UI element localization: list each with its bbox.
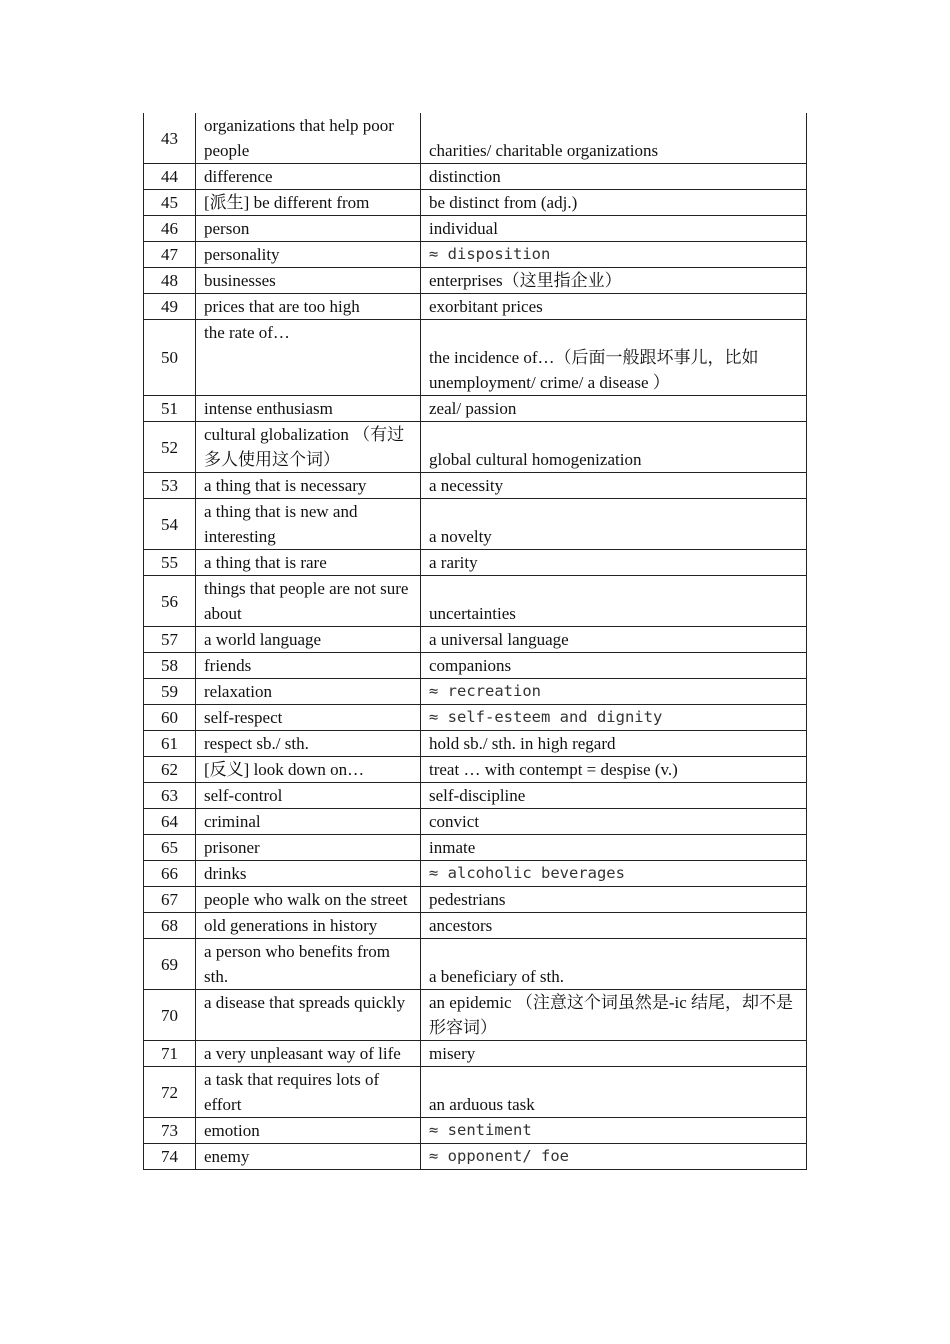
plain-expression: personality [196, 242, 421, 268]
plain-expression: people who walk on the street [196, 887, 421, 913]
advanced-expression: self-discipline [421, 783, 807, 809]
row-number: 56 [144, 576, 196, 627]
row-number: 66 [144, 861, 196, 887]
advanced-expression: a universal language [421, 627, 807, 653]
table-row [144, 939, 807, 990]
table-row [144, 627, 807, 653]
plain-expression: the rate of… [196, 320, 421, 396]
row-number: 62 [144, 757, 196, 783]
table-row [144, 268, 807, 294]
row-number: 53 [144, 473, 196, 499]
row-number: 59 [144, 679, 196, 705]
plain-expression: criminal [196, 809, 421, 835]
plain-expression: self-control [196, 783, 421, 809]
row-number: 52 [144, 422, 196, 473]
row-number: 43 [144, 113, 196, 164]
plain-expression: organizations that help poor people [196, 113, 421, 164]
plain-expression: enemy [196, 1144, 421, 1170]
plain-expression: friends [196, 653, 421, 679]
row-number: 47 [144, 242, 196, 268]
plain-expression: person [196, 216, 421, 242]
plain-expression: a thing that is rare [196, 550, 421, 576]
row-number: 48 [144, 268, 196, 294]
table-row [144, 705, 807, 731]
table-row [144, 1067, 807, 1118]
row-number: 67 [144, 887, 196, 913]
row-number: 57 [144, 627, 196, 653]
plain-expression: drinks [196, 861, 421, 887]
plain-expression: a world language [196, 627, 421, 653]
table-row [144, 576, 807, 627]
table-row [144, 396, 807, 422]
plain-expression: a thing that is new and interesting [196, 499, 421, 550]
table-row [144, 190, 807, 216]
advanced-expression: ancestors [421, 913, 807, 939]
vocabulary-table-body [144, 113, 807, 1170]
advanced-expression: a necessity [421, 473, 807, 499]
advanced-expression: inmate [421, 835, 807, 861]
table-row [144, 835, 807, 861]
row-number: 46 [144, 216, 196, 242]
row-number: 49 [144, 294, 196, 320]
advanced-expression: an epidemic （注意这个词虽然是-ic 结尾，却不是形容词） [421, 990, 807, 1041]
plain-expression: intense enthusiasm [196, 396, 421, 422]
advanced-expression: a beneficiary of sth. [421, 939, 807, 990]
table-row [144, 1041, 807, 1067]
plain-expression: self-respect [196, 705, 421, 731]
plain-expression: things that people are not sure about [196, 576, 421, 627]
row-number: 50 [144, 320, 196, 396]
table-row [144, 783, 807, 809]
plain-expression: old generations in history [196, 913, 421, 939]
row-number: 55 [144, 550, 196, 576]
plain-expression: cultural globalization （有过多人使用这个词） [196, 422, 421, 473]
plain-expression: prices that are too high [196, 294, 421, 320]
plain-expression: a person who benefits from sth. [196, 939, 421, 990]
plain-expression: [反义] look down on… [196, 757, 421, 783]
advanced-expression: charities/ charitable organizations [421, 113, 807, 164]
table-row [144, 913, 807, 939]
table-row [144, 242, 807, 268]
advanced-expression: ≈ alcoholic beverages [421, 861, 807, 887]
plain-expression: relaxation [196, 679, 421, 705]
row-number: 44 [144, 164, 196, 190]
row-number: 63 [144, 783, 196, 809]
row-number: 64 [144, 809, 196, 835]
advanced-expression: ≈ recreation [421, 679, 807, 705]
table-row [144, 422, 807, 473]
plain-expression: difference [196, 164, 421, 190]
table-row [144, 809, 807, 835]
advanced-expression: ≈ disposition [421, 242, 807, 268]
table-row [144, 113, 807, 164]
row-number: 74 [144, 1144, 196, 1170]
advanced-expression: a rarity [421, 550, 807, 576]
advanced-expression: an arduous task [421, 1067, 807, 1118]
advanced-expression: treat … with contempt = despise (v.) [421, 757, 807, 783]
plain-expression: respect sb./ sth. [196, 731, 421, 757]
vocabulary-table [143, 113, 807, 1170]
table-row [144, 550, 807, 576]
table-row [144, 731, 807, 757]
plain-expression: a disease that spreads quickly [196, 990, 421, 1041]
row-number: 54 [144, 499, 196, 550]
advanced-expression: pedestrians [421, 887, 807, 913]
advanced-expression: individual [421, 216, 807, 242]
advanced-expression: ≈ sentiment [421, 1118, 807, 1144]
row-number: 72 [144, 1067, 196, 1118]
row-number: 58 [144, 653, 196, 679]
table-row [144, 1144, 807, 1170]
plain-expression: a task that requires lots of effort [196, 1067, 421, 1118]
row-number: 73 [144, 1118, 196, 1144]
advanced-expression: convict [421, 809, 807, 835]
advanced-expression: exorbitant prices [421, 294, 807, 320]
vocabulary-page [143, 113, 806, 1170]
plain-expression: [派生] be different from [196, 190, 421, 216]
table-row [144, 294, 807, 320]
advanced-expression: be distinct from (adj.) [421, 190, 807, 216]
table-row [144, 861, 807, 887]
table-row [144, 499, 807, 550]
advanced-expression: ≈ self-esteem and dignity [421, 705, 807, 731]
advanced-expression: uncertainties [421, 576, 807, 627]
advanced-expression: ≈ opponent/ foe [421, 1144, 807, 1170]
table-row [144, 757, 807, 783]
advanced-expression: enterprises（这里指企业） [421, 268, 807, 294]
advanced-expression: distinction [421, 164, 807, 190]
plain-expression: a very unpleasant way of life [196, 1041, 421, 1067]
plain-expression: prisoner [196, 835, 421, 861]
row-number: 70 [144, 990, 196, 1041]
row-number: 61 [144, 731, 196, 757]
advanced-expression: zeal/ passion [421, 396, 807, 422]
advanced-expression: global cultural homogenization [421, 422, 807, 473]
advanced-expression: hold sb./ sth. in high regard [421, 731, 807, 757]
table-row [144, 653, 807, 679]
table-row [144, 216, 807, 242]
table-row [144, 1118, 807, 1144]
row-number: 69 [144, 939, 196, 990]
table-row [144, 164, 807, 190]
row-number: 65 [144, 835, 196, 861]
table-row [144, 320, 807, 396]
advanced-expression: misery [421, 1041, 807, 1067]
table-row [144, 990, 807, 1041]
table-row [144, 473, 807, 499]
table-row [144, 887, 807, 913]
row-number: 45 [144, 190, 196, 216]
advanced-expression: companions [421, 653, 807, 679]
plain-expression: businesses [196, 268, 421, 294]
plain-expression: emotion [196, 1118, 421, 1144]
row-number: 68 [144, 913, 196, 939]
row-number: 51 [144, 396, 196, 422]
table-row [144, 679, 807, 705]
advanced-expression: the incidence of…（后面一般跟坏事儿，比如unemployment/ crime/ a disease ） [421, 320, 807, 396]
row-number: 71 [144, 1041, 196, 1067]
plain-expression: a thing that is necessary [196, 473, 421, 499]
row-number: 60 [144, 705, 196, 731]
advanced-expression: a novelty [421, 499, 807, 550]
